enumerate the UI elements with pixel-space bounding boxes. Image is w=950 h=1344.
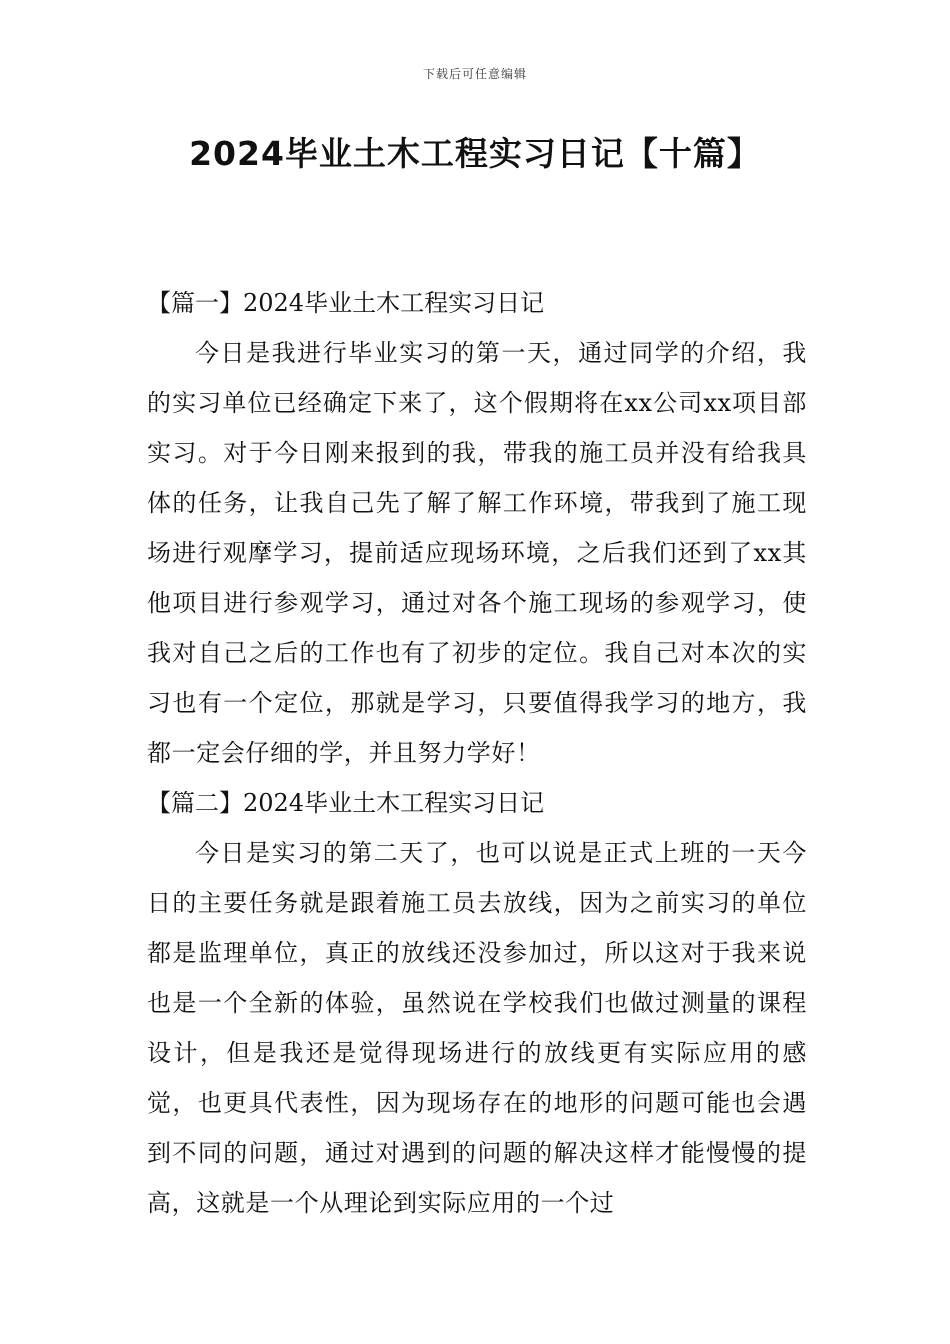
document-body [147, 278, 807, 1228]
section-heading-2: 【篇二】2024毕业土木工程实习日记 [147, 789, 545, 817]
section-paragraph-1: 今日是我进行毕业实习的第一天，通过同学的介绍，我的实习单位已经确定下来了，这个假期将在xx公司xx项目部实习。对于今日刚来报到的我，带我的施工员并没有给我具体的任务，让我自己先了解了解工作环境，带我到了施工现场进行观摩学习，提前适应现场环境，之后我们还到了xx其他项目进行参观学习，通过对各个施工现场的参观学习，使我对自己之后的工作也有了初步的定位。我自己对本次的实习也有一个定位，那就是学习，只要值得我学习的地方，我都一定会仔细的学，并且努力学好！ [147, 339, 807, 767]
header-note: 下载后可任意编辑 [422, 67, 527, 81]
section-heading-1: 【篇一】2024毕业土木工程实习日记 [147, 289, 545, 317]
document-title: 2024毕业土木工程实习日记【十篇】 [189, 134, 761, 173]
section-paragraph-2: 今日是实习的第二天了，也可以说是正式上班的一天今日的主要任务就是跟着施工员去放线，因为之前实习的单位都是监理单位，真正的放线还没参加过，所以这对于我来说也是一个全新的体验，虽然说在学校我们也做过测量的课程设计，但是我还是觉得现场进行的放线更有实际应用的感觉，也更具代表性，因为现场存在的地形的问题可能也会遇到不同的问题，通过对遇到的问题的解决这样才能慢慢的提高，这就是一个从理论到实际应用的一个过 [147, 839, 807, 1217]
